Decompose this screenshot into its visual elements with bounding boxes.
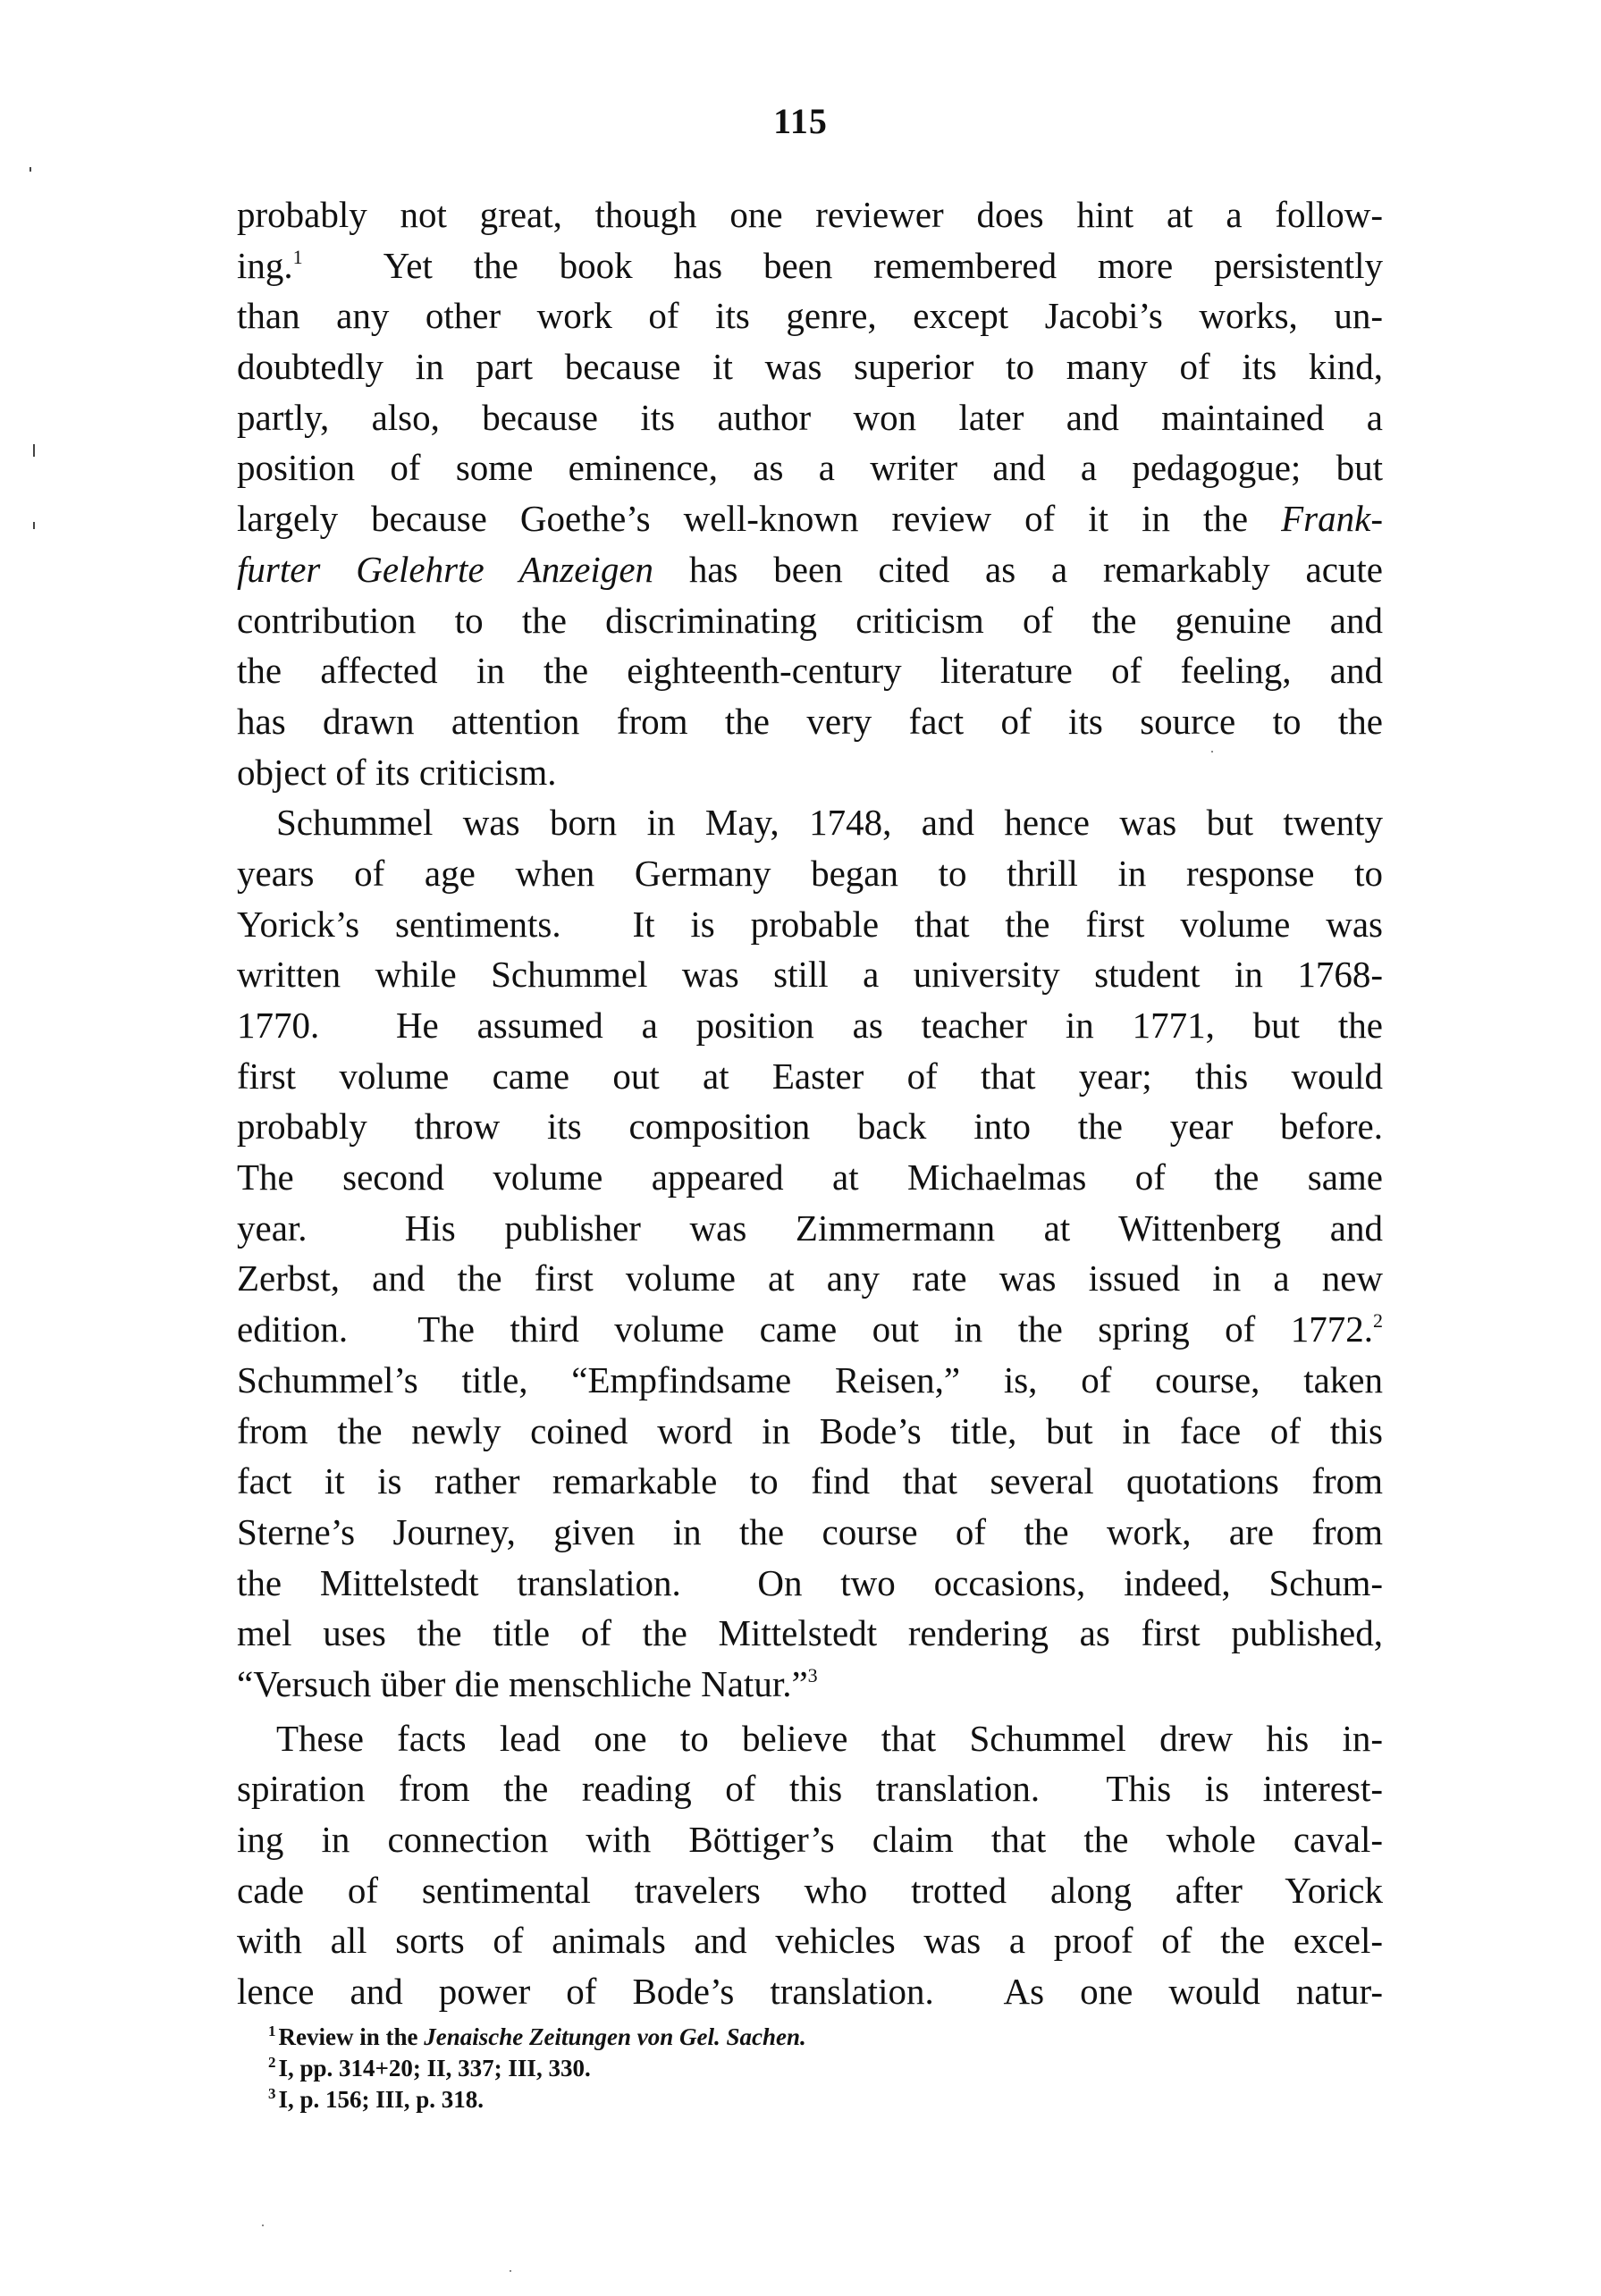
footnote-ref[interactable]: 3 (807, 1663, 818, 1686)
text-line: with all sorts of animals and vehicles was a proof of the excel- (237, 1920, 1383, 1962)
italic-title: furter Gelehrte Anzeigen (237, 548, 654, 590)
text-line: year. His publisher was Zimmermann at Wittenberg and (237, 1207, 1383, 1249)
text-line: cade of sentimental travelers who trotted along after Yorick (237, 1869, 1383, 1911)
text-line: furter Gelehrte Anzeigen has been cited as a remarkably acute (237, 548, 1383, 590)
text-line: probably throw its composition back into the year before. (237, 1106, 1383, 1148)
text-line: partly, also, because its author won later and maintained a (237, 396, 1383, 438)
scan-margin-mark (29, 167, 31, 172)
text-line: mel uses the title of the Mittelstedt rendering as first published, (237, 1612, 1383, 1654)
footnote-marker: 2 (268, 2054, 276, 2071)
text-line: edition. The third volume came out in the spring of 1772.$^2$ (237, 1308, 1383, 1350)
footnote-2: $^2$ I, pp. 314+20; II, 337; III, 330. (268, 2054, 591, 2082)
text-line: the affected in the eighteenth-century literature of feeling, and (237, 650, 1383, 692)
footnote-marker: 3 (268, 2085, 276, 2102)
text-line: Zerbst, and the first volume at any rate was issued in a new (237, 1257, 1383, 1299)
text-line: The second volume appeared at Michaelmas of the same (237, 1156, 1383, 1198)
footnote-3: $^3$ I, p. 156; III, p. 318. (268, 2085, 485, 2113)
text-line: ing.$^1$ Yet the book has been remembered more persistently (237, 244, 1383, 286)
text-line: lence and power of Bode’s translation. As one would natur- (237, 1971, 1383, 2013)
italic-title: Jenaische Zeitungen von Gel. Sachen. (424, 2023, 806, 2050)
text-line: fact it is rather remarkable to find that several quotations from (237, 1460, 1383, 1502)
text-line: contribution to the discriminating criticism of the genuine and (237, 599, 1383, 641)
page-number: 115 (773, 101, 828, 141)
text-line: object of its criticism. (237, 751, 557, 793)
italic-title: Frank- (1281, 498, 1383, 540)
footnote-1: $^1$ Review in the Jenaische Zeitungen von Gel. Sachen. (268, 2023, 806, 2050)
footnote-marker: 1 (268, 2023, 276, 2039)
text-line: Schummel was born in May, 1748, and hence was but twenty (276, 802, 1383, 844)
text-line: years of age when Germany began to thrill in response to (237, 852, 1383, 894)
text-line: “Versuch über die menschliche Natur.”$^3$ (237, 1662, 818, 1704)
body-text (237, 189, 1383, 2017)
scan-margin-mark (33, 444, 35, 457)
scan-speck (510, 2270, 511, 2272)
scan-speck (1211, 751, 1213, 753)
text-line: largely because Goethe’s well-known review of it in the Frank- (237, 498, 1383, 540)
text-line: 1770. He assumed a position as teacher in 1771, but the (237, 1005, 1383, 1046)
text-line: than any other work of its genre, except Jacobi’s works, un- (237, 295, 1383, 337)
text-line: spiration from the reading of this translation. This is interest- (237, 1768, 1383, 1810)
text-line: has drawn attention from the very fact of its source to the (237, 700, 1383, 742)
text-line: position of some eminence, as a writer and a pedagogue; but (237, 447, 1383, 489)
text-line: Yorick’s sentiments. It is probable that the first volume was (237, 903, 1383, 945)
text-line: the Mittelstedt translation. On two occasions, indeed, Schum- (237, 1561, 1383, 1603)
text-line: probably not great, though one reviewer does hint at a follow- (237, 194, 1383, 235)
footnotes (268, 2022, 1251, 2115)
text-line: ing in connection with Böttiger’s claim that the whole caval- (237, 1819, 1383, 1860)
footnote-ref[interactable]: 2 (1373, 1309, 1383, 1333)
scan-speck (262, 2225, 264, 2226)
scan-margin-mark (33, 522, 35, 529)
text-line: doubtedly in part because it was superior to many of its kind, (237, 346, 1383, 388)
text-line: from the newly coined word in Bode’s title, but in face of this (237, 1409, 1383, 1451)
text-line: Schummel’s title, “Empfindsame Reisen,” is, of course, taken (237, 1358, 1383, 1400)
text-line: Sterne’s Journey, given in the course of the work, are from (237, 1510, 1383, 1552)
footnote-ref[interactable]: 1 (292, 245, 303, 268)
text-line: These facts lead one to believe that Schummel drew his in- (276, 1717, 1383, 1759)
text-line: written while Schummel was still a university student in 1768- (237, 954, 1383, 996)
text-line: first volume came out at Easter of that year; this would (237, 1055, 1383, 1097)
